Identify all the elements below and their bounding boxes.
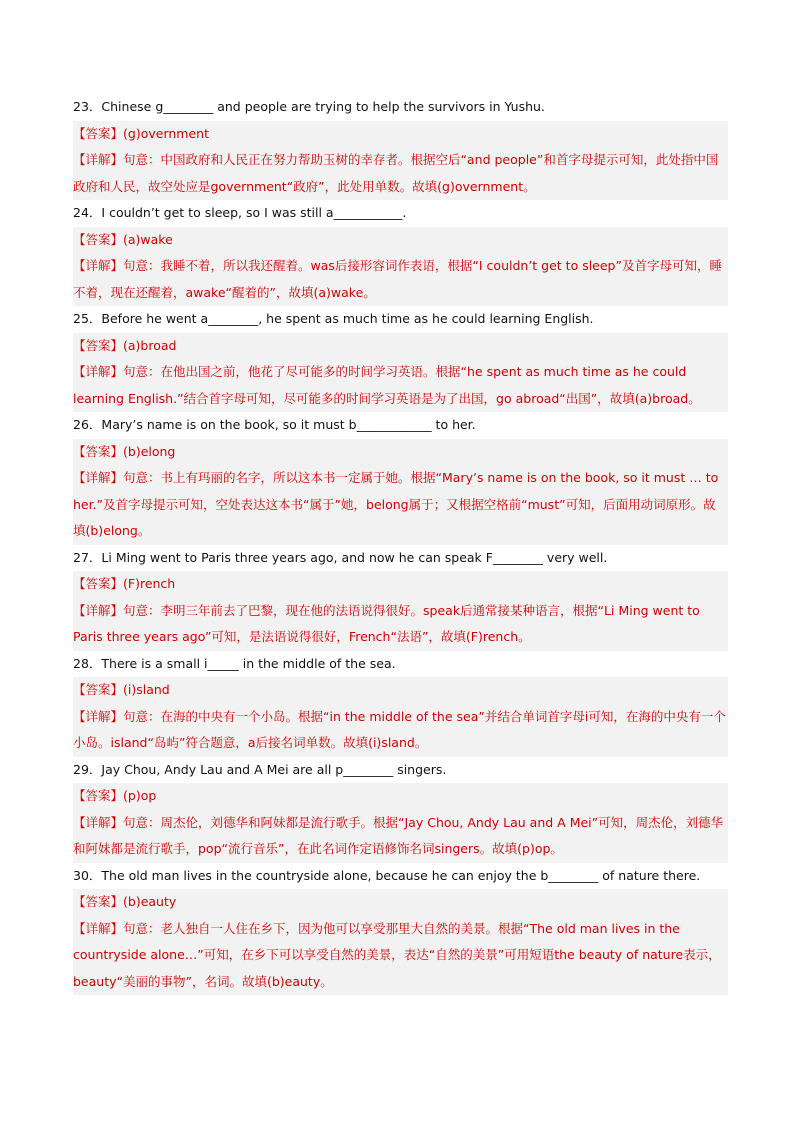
answer-text: (p)op: [123, 788, 157, 803]
answer-tag: 【答案】: [73, 788, 124, 803]
exercise-item: [73, 863, 728, 996]
detail-tag: 【详解】: [73, 470, 124, 485]
answer-text: (F)rench: [123, 576, 176, 591]
exercise-item: [73, 651, 728, 757]
detail-text: 句意：我睡不着，所以我还醒着。was后接形容词作表语，根据“I couldn’t get to sleep”及首字母可知，睡不着，现在还醒着，awake“醒着的”，故填(a)wake。: [73, 258, 722, 300]
detail-tag: 【详解】: [73, 920, 124, 936]
question-text: 24．I couldn’t get to sleep, so I was still a___________.: [73, 205, 407, 220]
answer-text: (b)eauty: [123, 894, 177, 909]
explanation: [73, 147, 728, 200]
detail-text: 句意：书上有玛丽的名字，所以这本书一定属于她。根据“Mary’s name is on the book, so it must … to her.”及首字母提示可知，空处表达这本书“属于”她，belong属于；又根据空格前“must”可知，后面用动词原形。故填(b)elong。: [73, 470, 719, 538]
detail-tag: 【详解】: [73, 258, 124, 273]
exercise-item: [73, 94, 728, 200]
detail-text: 句意：周杰伦，刘德华和阿妹都是流行歌手。根据“Jay Chou, Andy Lau and A Mei”可知，周杰伦，刘德华和阿妹都是流行歌手，pop“流行音乐”，在此名词作定语修饰名词singers。故填(p)op。: [73, 814, 724, 856]
answer-line: [73, 121, 728, 148]
explanation: [73, 465, 728, 545]
answer-line: [73, 889, 728, 916]
exercise-item: [73, 545, 728, 651]
answer-tag: 【答案】: [73, 682, 124, 697]
detail-tag: 【详解】: [73, 152, 124, 167]
exercise-item: [73, 412, 728, 545]
answer-text: (a)broad: [123, 337, 177, 353]
answer-line: [73, 227, 728, 254]
answer-line: [73, 677, 728, 704]
question-text: 30．The old man lives in the countryside alone, because he can enjoy the b________ of nature there.: [73, 867, 701, 883]
answer-line: [73, 333, 728, 360]
exercise-item: [73, 757, 728, 863]
question-text: 29．Jay Chou, Andy Lau and A Mei are all p________ singers.: [73, 761, 447, 777]
explanation: [73, 704, 728, 757]
answer-tag: 【答案】: [73, 576, 124, 591]
explanation: [73, 253, 728, 306]
answer-tag: 【答案】: [73, 231, 124, 247]
explanation: [73, 598, 728, 651]
question-text: 27．Li Ming went to Paris three years ago, and now he can speak F________ very well.: [73, 549, 608, 565]
detail-text: 句意：在海的中央有一个小岛。根据“in the middle of the sea”并结合单词首字母i可知，在海的中央有一个小岛。island“岛屿”符合题意，a后接名词单数。故填(i)sland。: [73, 708, 726, 750]
detail-tag: 【详解】: [73, 364, 124, 379]
answer-text: (a)wake: [123, 231, 173, 247]
explanation: [73, 810, 728, 863]
explanation: [73, 916, 728, 996]
answer-text: (g)overnment: [123, 125, 209, 141]
question-text: 25．Before he went a________, he spent as much time as he could learning English.: [73, 311, 594, 326]
answer-line: [73, 439, 728, 466]
detail-tag: 【详解】: [73, 814, 124, 830]
question-text: 23．Chinese g________ and people are trying to help the survivors in Yushu.: [73, 99, 545, 114]
detail-text: 句意：老人独自一人住在乡下，因为他可以享受那里大自然的美景。根据“The old man lives in the countryside alone…”可知，在乡下可以享受自然的美景，表达“自然的美景”可用短语the beauty of nature表示，beauty“美丽的事物”，名词。故填(b)eauty。: [73, 920, 721, 989]
answer-tag: 【答案】: [73, 125, 124, 141]
exercise-item: [73, 200, 728, 306]
detail-text: 句意：李明三年前去了巴黎，现在他的法语说得很好。speak后通常接某种语言，根据“Li Ming went to Paris three years ago”可知，是法语说得很好，French“法语”，故填(F)rench。: [73, 602, 700, 644]
answer-text: (i)sland: [123, 682, 170, 697]
answer-tag: 【答案】: [73, 443, 124, 459]
exercise-page: [73, 94, 728, 995]
exercise-item: [73, 306, 728, 412]
question-text: 28．There is a small i_____ in the middle of the sea.: [73, 655, 396, 671]
explanation: [73, 359, 728, 412]
question-text: 26．Mary’s name is on the book, so it must b____________ to her.: [73, 417, 476, 432]
detail-tag: 【详解】: [73, 708, 124, 724]
answer-line: [73, 783, 728, 810]
answer-tag: 【答案】: [73, 337, 124, 353]
answer-tag: 【答案】: [73, 894, 124, 909]
answer-line: [73, 571, 728, 598]
detail-text: 句意：中国政府和人民正在努力帮助玉树的幸存者。根据空后“and people”和首字母提示可知，此处指中国政府和人民，故空处应是government“政府”，此处用单数。故填(g)overnment。: [73, 152, 719, 194]
detail-text: 句意：在他出国之前，他花了尽可能多的时间学习英语。根据“he spent as much time as he could learning English.”结合首字母可知，尽可能多的时间学习英语是为了出国，go abroad“出国”，故填(a)broad。: [73, 364, 701, 406]
answer-text: (b)elong: [123, 443, 176, 459]
detail-tag: 【详解】: [73, 602, 124, 618]
